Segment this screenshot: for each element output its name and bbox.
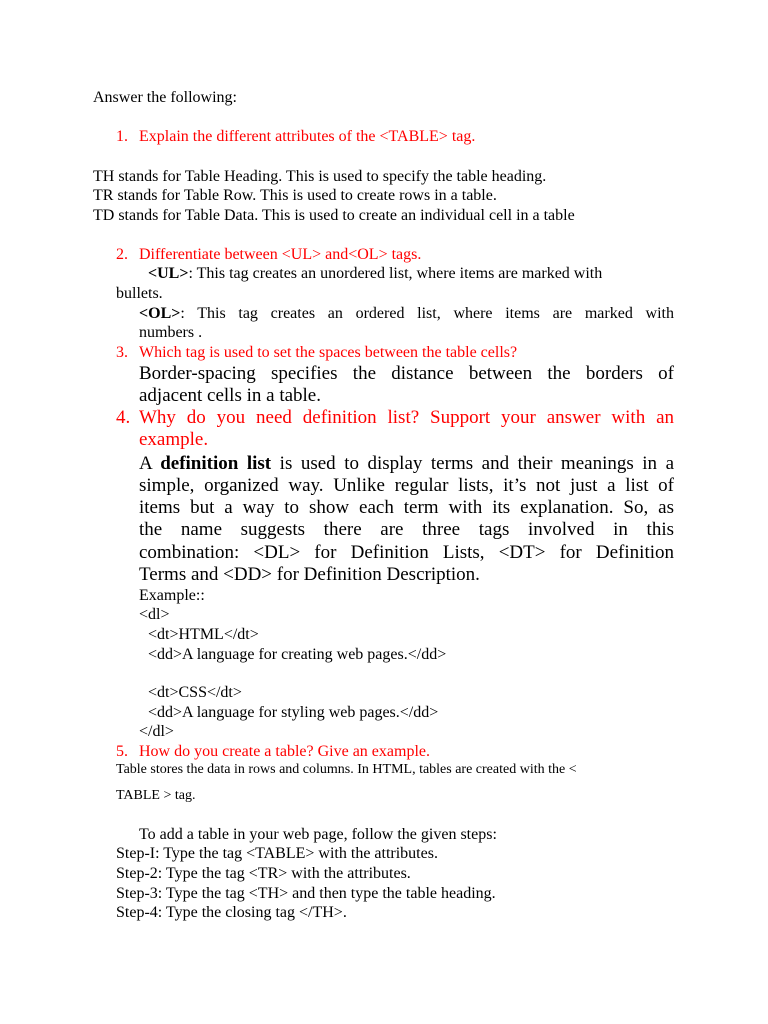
q4-number: 4. [116, 407, 131, 428]
intro-text: Answer the following: [93, 89, 237, 106]
q5-step-3: Step-3: Type the tag <TH> and then type the table heading. [116, 885, 496, 902]
q2-ul-line-1: <UL>: This tag creates an unordered list, where items are marked with [148, 265, 603, 282]
ul-tag-term: <UL> [148, 265, 189, 282]
q3-question: Which tag is used to set the spaces between the table cells? [139, 344, 518, 361]
q4-answer-line-5: combination: <DL> for Definition Lists, <DT> for Definition [139, 542, 674, 563]
code-line-5: <dd>A language for styling web pages.</dd> [148, 704, 439, 721]
q5-steps-intro: To add a table in your web page, follow the given steps: [139, 826, 497, 843]
example-label: Example:: [139, 587, 205, 604]
q2-number: 2. [116, 246, 128, 263]
q2-ul-line-2: bullets. [116, 285, 163, 302]
q4-answer-line-1: A definition list is used to display terms and their meanings in a [139, 453, 675, 474]
q4-question-line-2: example. [139, 429, 209, 450]
q5-answer-line-1: Table stores the data in rows and columns. In HTML, tables are created with the < [116, 762, 577, 777]
q4-answer-line-4: the name suggests there are three tags involved in this [139, 519, 674, 540]
q4-answer-line-3: items but a way to show each term with its explanation. So, as [139, 497, 674, 518]
code-line-2: <dt>HTML</dt> [148, 626, 259, 643]
q2-question: Differentiate between <UL> and<OL> tags. [139, 246, 422, 263]
q2-ol-line-1: <OL>: This tag creates an ordered list, where items are marked with [139, 305, 674, 322]
q1-answer-line-1: TH stands for Table Heading. This is used to specify the table heading. [93, 168, 547, 185]
q4-question-line-1: Why do you need definition list? Support your answer with an [139, 407, 674, 428]
q5-number: 5. [116, 743, 128, 760]
code-line-4: <dt>CSS</dt> [148, 684, 242, 701]
q1-number: 1. [116, 128, 128, 145]
ol-tag-term: <OL> [139, 305, 181, 322]
q1-answer-line-2: TR stands for Table Row. This is used to create rows in a table. [93, 187, 497, 204]
q3-number: 3. [116, 344, 128, 361]
q5-answer-line-2: TABLE > tag. [116, 788, 196, 803]
code-line-1: <dl> [139, 606, 170, 623]
q3-answer-line-1: Border-spacing specifies the distance between the borders of [139, 363, 674, 384]
q3-answer-line-2: adjacent cells in a table. [139, 385, 321, 406]
q5-step-2: Step-2: Type the tag <TR> with the attributes. [116, 865, 411, 882]
code-line-3: <dd>A language for creating web pages.</dd> [148, 646, 447, 663]
code-line-6: </dl> [139, 723, 174, 740]
q4-answer-line-2: simple, organized way. Unlike regular lists, it’s not just a list of [139, 475, 674, 496]
definition-list-term: definition list [160, 453, 272, 474]
q2-ol-line-2: numbers . [139, 324, 203, 341]
q4-answer-line-6: Terms and <DD> for Definition Description. [139, 564, 480, 585]
q1-answer-line-3: TD stands for Table Data. This is used to create an individual cell in a table [93, 207, 575, 224]
q5-step-1: Step-I: Type the tag <TABLE> with the attributes. [116, 845, 438, 862]
q5-question: How do you create a table? Give an example. [139, 743, 430, 760]
q5-step-4: Step-4: Type the closing tag </TH>. [116, 904, 347, 921]
q1-question: Explain the different attributes of the <TABLE> tag. [139, 128, 476, 145]
